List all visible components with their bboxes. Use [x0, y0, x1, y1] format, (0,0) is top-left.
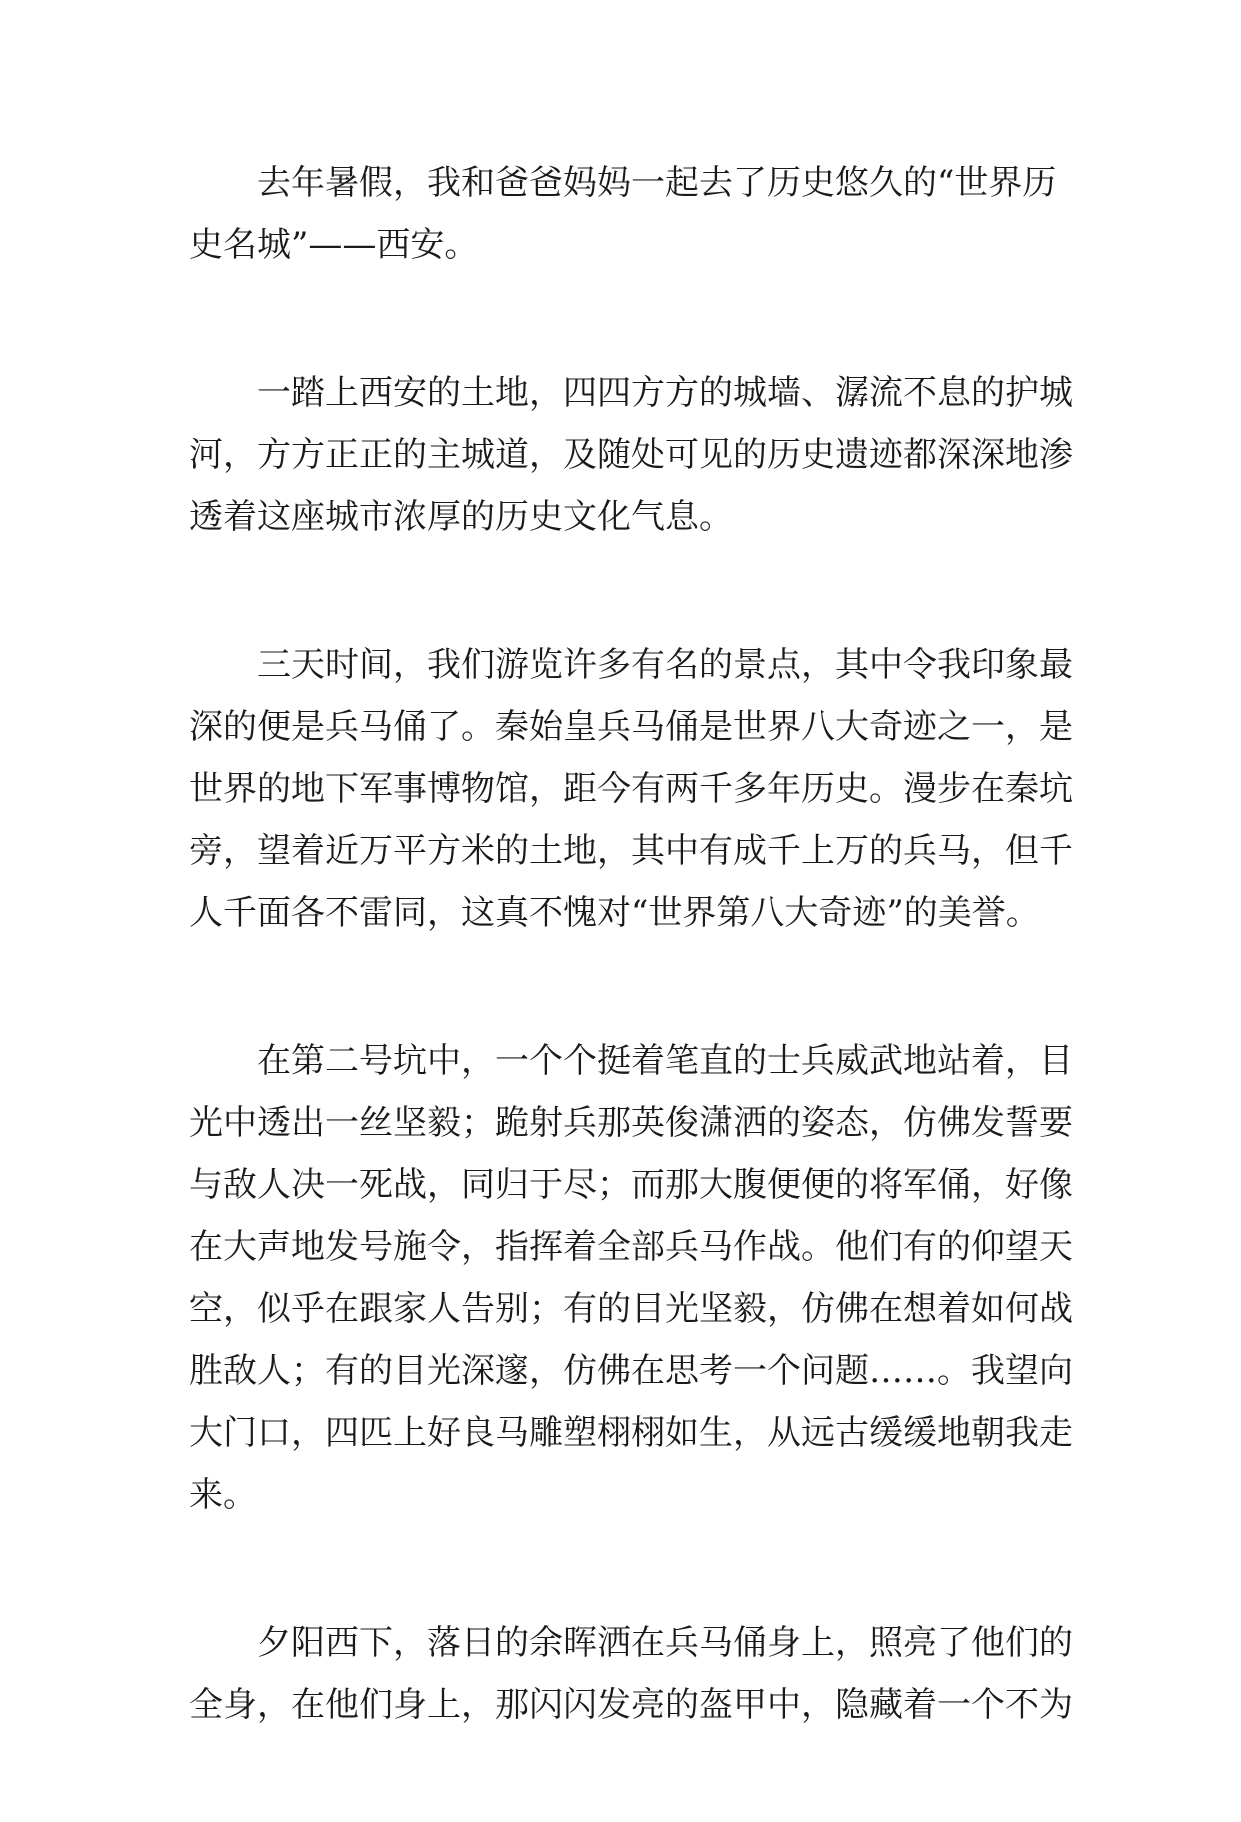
paragraph-1 — [189, 152, 1059, 276]
text-line: 在第二号坑中，一个个挺着笔直的士兵威武地站着，目 — [257, 1041, 1073, 1081]
text-line: 人千面各不雷同，这真不愧对“世界第八大奇迹”的美誉。 — [189, 893, 1040, 933]
text-line: 深的便是兵马俑了。秦始皇兵马俑是世界八大奇迹之一，是 — [189, 707, 1073, 747]
paragraph-2 — [189, 362, 1073, 548]
text-line: 全身，在他们身上，那闪闪发亮的盔甲中，隐藏着一个不为 — [189, 1685, 1073, 1725]
document-page — [189, 152, 1073, 1822]
text-line: 来。 — [189, 1475, 257, 1515]
text-line: 夕阳西下，落日的余晖洒在兵马俑身上，照亮了他们的 — [257, 1623, 1073, 1663]
text-line: 空，似乎在跟家人告别；有的目光坚毅，仿佛在想着如何战 — [189, 1289, 1073, 1329]
text-line: 透着这座城市浓厚的历史文化气息。 — [189, 497, 733, 537]
paragraph-3 — [189, 634, 1073, 944]
text-line: 三天时间，我们游览许多有名的景点，其中令我印象最 — [257, 645, 1073, 685]
text-line: 在大声地发号施令，指挥着全部兵马作战。他们有的仰望天 — [189, 1227, 1073, 1267]
text-line: 与敌人决一死战，同归于尽；而那大腹便便的将军俑，好像 — [189, 1165, 1073, 1205]
text-line: 光中透出一丝坚毅；跪射兵那英俊潇洒的姿态，仿佛发誓要 — [189, 1103, 1073, 1143]
paragraph-4 — [189, 1030, 1073, 1526]
text-line: 河，方方正正的主城道，及随处可见的历史遗迹都深深地渗 — [189, 435, 1073, 475]
text-line: 世界的地下军事博物馆，距今有两千多年历史。漫步在秦坑 — [189, 769, 1073, 809]
text-line: 胜敌人；有的目光深邃，仿佛在思考一个问题……。我望向 — [189, 1351, 1073, 1391]
text-line: 去年暑假，我和爸爸妈妈一起去了历史悠久的“世界历 — [257, 163, 1057, 203]
text-line: 大门口，四匹上好良马雕塑栩栩如生，从远古缓缓地朝我走 — [189, 1413, 1073, 1453]
text-line: 史名城”——西安。 — [189, 225, 479, 265]
text-line: 一踏上西安的土地，四四方方的城墙、潺流不息的护城 — [257, 373, 1073, 413]
paragraph-5 — [189, 1612, 1073, 1736]
text-line: 旁，望着近万平方米的土地，其中有成千上万的兵马，但千 — [189, 831, 1073, 871]
